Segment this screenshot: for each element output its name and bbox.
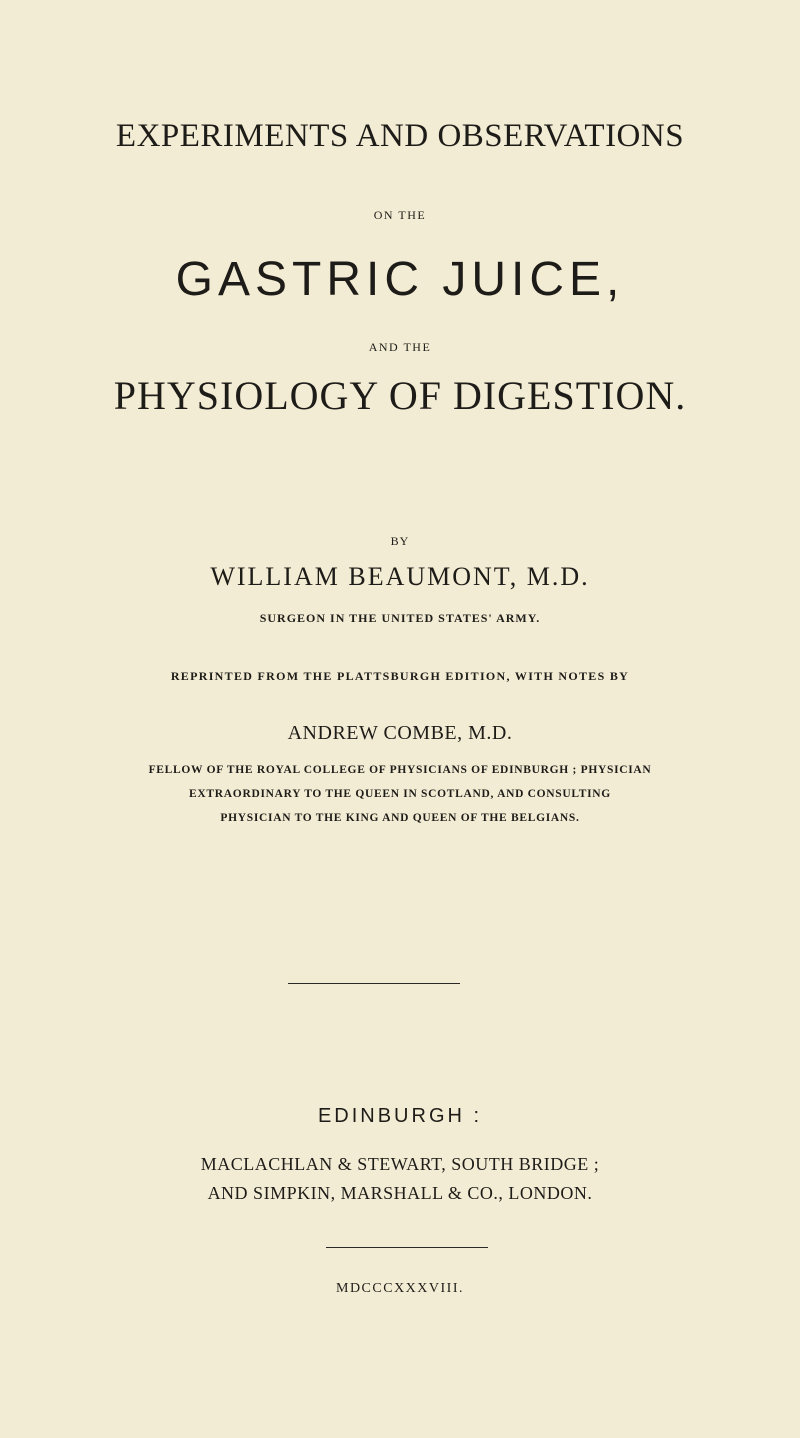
editor-credentials-line-3: PHYSICIAN TO THE KING AND QUEEN OF THE BELGIANS. <box>220 812 580 824</box>
connector-and-the: AND THE <box>368 340 432 354</box>
publisher-line-1: MACLACHLAN & STEWART, SOUTH BRIDGE ; <box>200 1154 600 1174</box>
divider-rule <box>288 983 460 984</box>
publication-year: MDCCCXXXVIII. <box>336 1281 464 1296</box>
title-line-2: GASTRIC JUICE, <box>175 253 625 306</box>
author-role: SURGEON IN THE UNITED STATES' ARMY. <box>259 611 541 625</box>
editor-credentials-line-2: EXTRAORDINARY TO THE QUEEN IN SCOTLAND, AND CONSULTING <box>189 788 611 800</box>
title-line-1: EXPERIMENTS AND OBSERVATIONS <box>115 118 685 154</box>
editor-name: ANDREW COMBE, M.D. <box>287 722 513 744</box>
connector-on-the: ON THE <box>373 208 427 222</box>
reprint-note: REPRINTED FROM THE PLATTSBURGH EDITION, WITH NOTES BY <box>170 669 630 683</box>
editor-credentials-line-1: FELLOW OF THE ROYAL COLLEGE OF PHYSICIANS OF EDINBURGH ; PHYSICIAN <box>148 764 652 776</box>
imprint-city: EDINBURGH : <box>317 1105 483 1127</box>
title-line-3: PHYSIOLOGY OF DIGESTION. <box>113 373 687 418</box>
divider-rule-short <box>326 1247 488 1248</box>
publisher-line-2: AND SIMPKIN, MARSHALL & CO., LONDON. <box>207 1183 593 1203</box>
connector-by: BY <box>390 534 410 548</box>
author-name: WILLIAM BEAUMONT, M.D. <box>210 562 590 591</box>
